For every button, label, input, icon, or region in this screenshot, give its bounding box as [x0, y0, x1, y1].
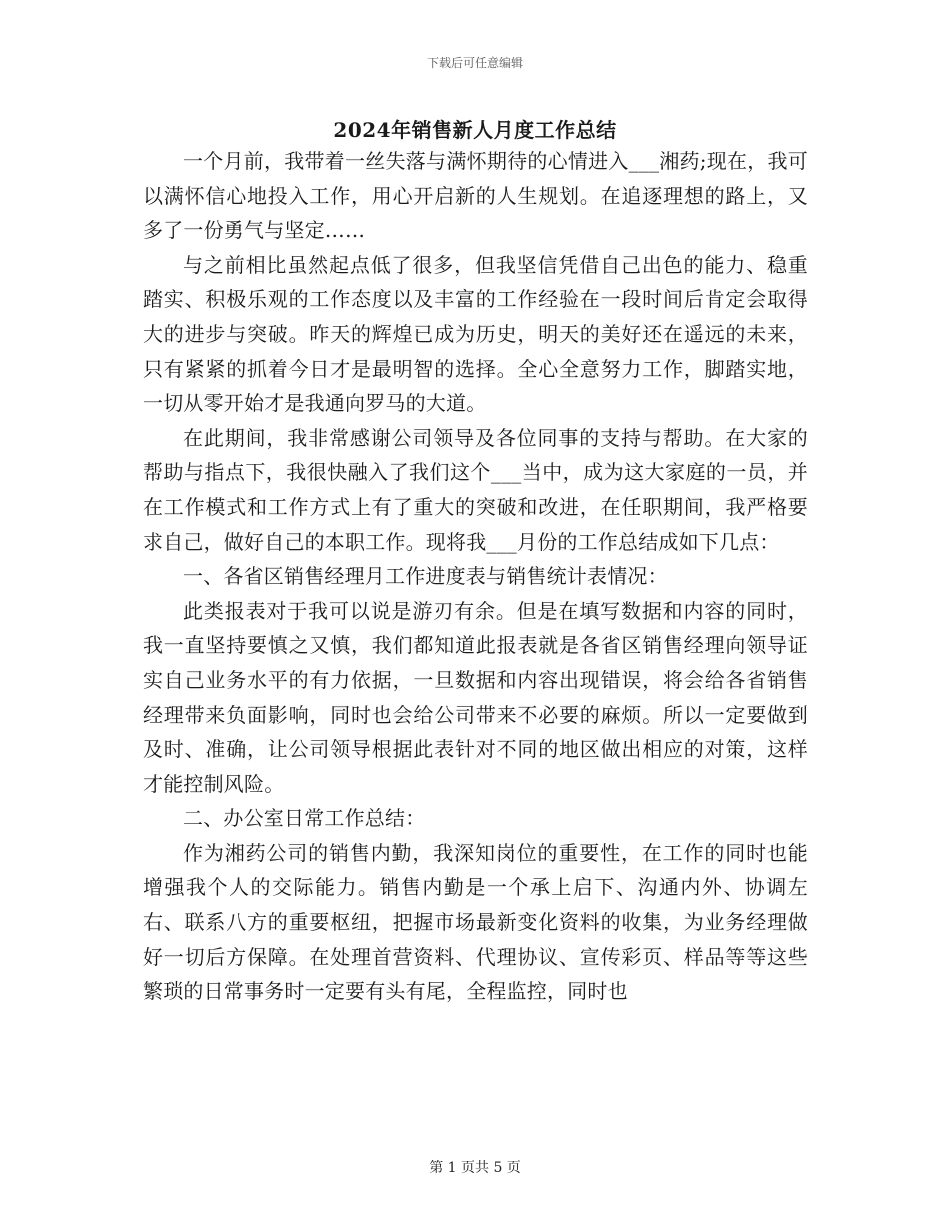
paragraph: 在此期间，我非常感谢公司领导及各位同事的支持与帮助。在大家的帮助与指点下，我很快融入了我们这个___当中，成为这大家庭的一员，并在工作模式和工作方式上有了重大的突破和改进，在任职期间，我严格要求自己，做好自己的本职工作。现将我___月份的工作总结成如下几点： [143, 425, 808, 554]
page-footer: 第 1 页共 5 页 [429, 1160, 521, 1176]
paragraph: 一个月前，我带着一丝失落与满怀期待的心情进入___湘药;现在，我可以满怀信心地投入工作，用心开启新的人生规划。在追逐理想的路上，又多了一份勇气与坚定…… [143, 149, 808, 243]
section-heading: 二、办公室日常工作总结： [183, 806, 426, 831]
paragraph: 与之前相比虽然起点低了很多，但我坚信凭借自己出色的能力、稳重踏实、积极乐观的工作态度以及丰富的工作经验在一段时间后肯定会取得大的进步与突破。昨天的辉煌已成为历史，明天的美好还在遥远的未来，只有紧紧的抓着今日才是最明智的选择。全心全意努力工作，脚踏实地，一切从零开始才是我通向罗马的大道。 [143, 252, 808, 416]
paragraph: 作为湘药公司的销售内勤，我深知岗位的重要性，在工作的同时也能增强我个人的交际能力。销售内勤是一个承上启下、沟通内外、协调左右、联系八方的重要枢纽，把握市场最新变化资料的收集，为业务经理做好一切后方保障。在处理首营资料、代理协议、宣传彩页、样品等等这些繁琐的日常事务时一定要有头有尾，全程监控，同时也 [143, 840, 808, 1004]
document-title: 2024年销售新人月度工作总结 [333, 118, 617, 142]
document-body [143, 144, 808, 1009]
header-note: 下载后可任意编辑 [426, 56, 523, 70]
paragraph: 此类报表对于我可以说是游刃有余。但是在填写数据和内容的同时，我一直坚持要慎之又慎，我们都知道此报表就是各省区销售经理向领导证实自己业务水平的有力依据，一旦数据和内容出现错误，将会给各省销售经理带来负面影响，同时也会给公司带来不必要的麻烦。所以一定要做到及时、准确，让公司领导根据此表针对不同的地区做出相应的对策，这样才能控制风险。 [143, 598, 808, 796]
section-heading: 一、各省区销售经理月工作进度表与销售统计表情况： [183, 564, 668, 589]
